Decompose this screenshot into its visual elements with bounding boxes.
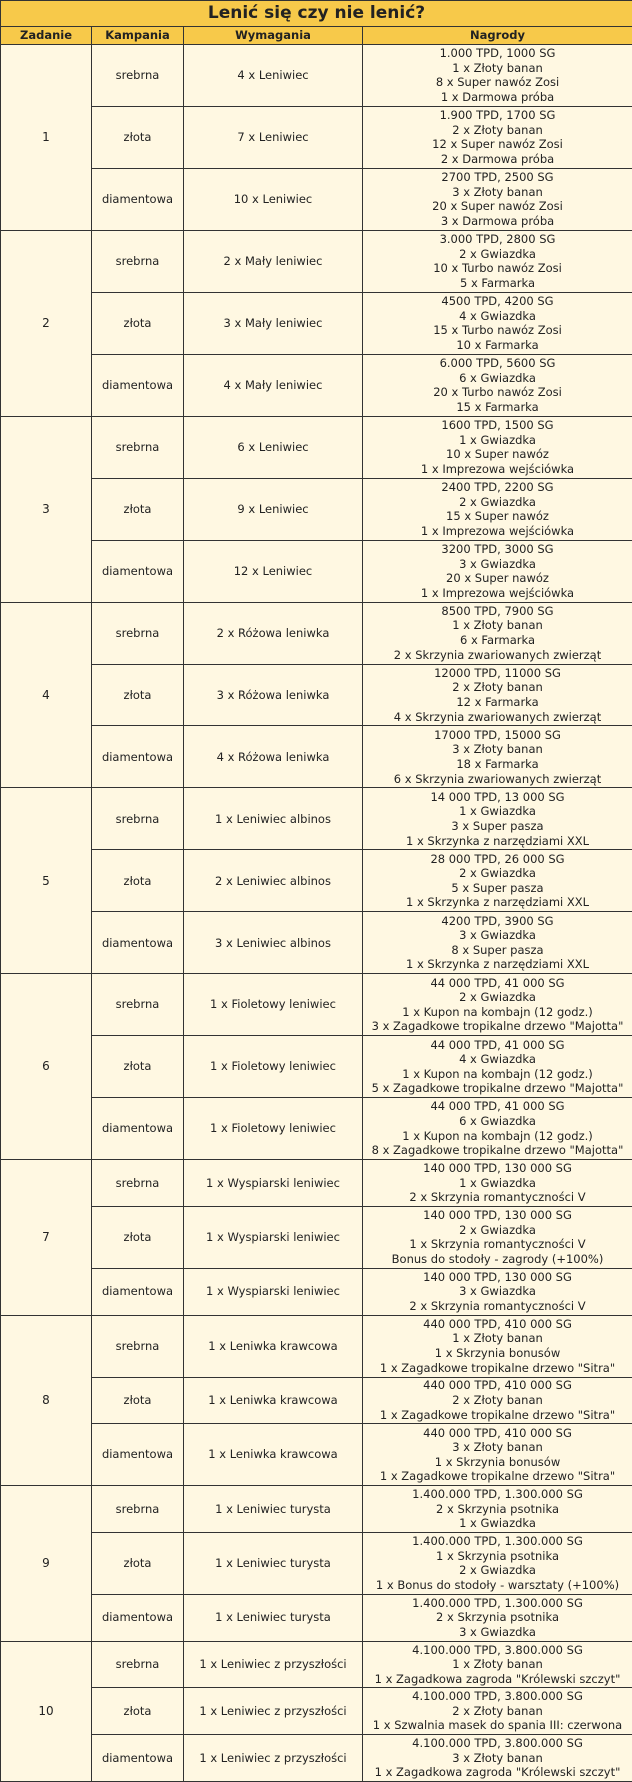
campaign-cell: diamentowa: [92, 726, 184, 788]
rewards-cell: [363, 1532, 632, 1594]
table-title: Lenić się czy nie lenić?: [1, 1, 632, 27]
reward-line: 1 x Gwiazdka: [459, 1175, 536, 1190]
rewards-cell: [363, 1377, 632, 1424]
reward-line: 8 x Zagadkowe tropikalne drzewo "Majotta": [371, 1143, 624, 1158]
reward-line: 2 x Złoty banan: [452, 1703, 543, 1718]
reward-line: 1 x Zagadkowa zagroda "Królewski szczyt": [374, 1765, 621, 1780]
task-number: 6: [1, 974, 92, 1160]
requirement-cell: 4 x Leniwiec: [184, 45, 363, 107]
campaign-cell: złota: [92, 850, 184, 912]
reward-line: 1 x Kupon na kombajn (12 godz.): [402, 1128, 593, 1143]
reward-line: 1.900 TPD, 1700 SG: [439, 108, 556, 123]
reward-line: 20 x Turbo nawóz Zosi: [433, 385, 562, 400]
rewards-cell: [363, 1160, 632, 1207]
reward-line: 140 000 TPD, 130 000 SG: [423, 1208, 572, 1223]
campaign-cell: diamentowa: [92, 1098, 184, 1160]
reward-line: 5 x Zagadkowe tropikalne drzewo "Majotta": [371, 1081, 624, 1096]
reward-line: 3 x Złoty banan: [452, 1750, 543, 1765]
rewards-cell: [363, 1206, 632, 1268]
table-row: [1, 230, 632, 292]
reward-line: 1 x Kupon na kombajn (12 godz.): [402, 1004, 593, 1019]
reward-line: 28 000 TPD, 26 000 SG: [430, 851, 565, 866]
table-row: [1, 726, 632, 788]
task-number: 3: [1, 416, 92, 602]
campaign-cell: diamentowa: [92, 1594, 184, 1641]
requirement-cell: 1 x Leniwiec turysta: [184, 1486, 363, 1533]
task-number: 4: [1, 602, 92, 788]
campaign-cell: diamentowa: [92, 912, 184, 974]
reward-line: 1 x Gwiazdka: [459, 1516, 536, 1531]
reward-line: 8 x Super nawóz Zosi: [435, 75, 560, 90]
reward-line: 3.000 TPD, 2800 SG: [439, 232, 556, 247]
reward-line: 1 x Skrzynka z narzędziami XXL: [405, 895, 590, 910]
requirement-cell: 1 x Wyspiarski leniwiec: [184, 1268, 363, 1315]
requirement-cell: 2 x Różowa leniwka: [184, 602, 363, 664]
reward-line: 6.000 TPD, 5600 SG: [439, 356, 556, 371]
campaign-cell: złota: [92, 1206, 184, 1268]
reward-line: 2 x Gwiazdka: [459, 1222, 536, 1237]
task-number: 9: [1, 1486, 92, 1641]
reward-line: 4500 TPD, 4200 SG: [441, 294, 554, 309]
reward-line: 1 x Skrzynka z narzędziami XXL: [405, 833, 590, 848]
rewards-cell: [363, 354, 632, 416]
campaign-cell: złota: [92, 1036, 184, 1098]
reward-line: 15 x Farmarka: [456, 399, 539, 414]
requirement-cell: 1 x Leniwiec z przyszłości: [184, 1641, 363, 1688]
reward-line: 1.000 TPD, 1000 SG: [439, 46, 556, 61]
requirement-cell: 1 x Leniwiec turysta: [184, 1594, 363, 1641]
reward-line: 4 x Gwiazdka: [459, 1052, 536, 1067]
requirement-cell: 3 x Różowa leniwka: [184, 664, 363, 726]
reward-line: 440 000 TPD, 410 000 SG: [423, 1425, 572, 1440]
reward-line: 12 x Super nawóz Zosi: [432, 137, 563, 152]
table-row: [1, 1532, 632, 1594]
table-row: [1, 1377, 632, 1424]
reward-line: 3 x Złoty banan: [452, 1440, 543, 1455]
header-nagrody: Nagrody: [363, 27, 632, 45]
rewards-cell: [363, 1641, 632, 1688]
reward-line: 1 x Zagadkowe tropikalne drzewo "Sitra": [379, 1469, 616, 1484]
rewards-cell: [363, 45, 632, 107]
reward-line: 2700 TPD, 2500 SG: [441, 170, 554, 185]
reward-line: 440 000 TPD, 410 000 SG: [423, 1378, 572, 1393]
reward-line: 2 x Gwiazdka: [459, 866, 536, 881]
reward-line: 20 x Super nawóz: [446, 571, 549, 586]
reward-line: 1 x Imprezowa wejściówka: [420, 585, 575, 600]
table-row: [1, 1688, 632, 1735]
requirement-cell: 1 x Wyspiarski leniwiec: [184, 1160, 363, 1207]
reward-line: 15 x Super nawóz: [446, 509, 549, 524]
reward-line: 1 x Skrzynia romantyczności V: [409, 1237, 586, 1252]
table-row: [1, 106, 632, 168]
rewards-cell: [363, 912, 632, 974]
campaign-cell: srebrna: [92, 416, 184, 478]
reward-line: 6 x Gwiazdka: [459, 370, 536, 385]
table-row: [1, 1594, 632, 1641]
table-row: [1, 1424, 632, 1486]
campaign-cell: diamentowa: [92, 1268, 184, 1315]
requirement-cell: 1 x Fioletowy leniwiec: [184, 1036, 363, 1098]
reward-line: 1 x Darmowa próba: [440, 90, 555, 105]
task-number: 1: [1, 45, 92, 231]
reward-line: 3 x Gwiazdka: [459, 1625, 536, 1639]
rewards-cell: [363, 1735, 632, 1782]
task-number: 2: [1, 230, 92, 416]
table-row: [1, 1036, 632, 1098]
task-number: 8: [1, 1315, 92, 1486]
reward-line: 5 x Farmarka: [459, 275, 536, 290]
reward-line: 2 x Gwiazdka: [459, 990, 536, 1005]
requirement-cell: 4 x Mały leniwiec: [184, 354, 363, 416]
reward-line: 3 x Gwiazdka: [459, 928, 536, 943]
rewards-cell: [363, 1424, 632, 1486]
reward-line: 1 x Złoty banan: [452, 618, 543, 633]
table-row: [1, 45, 632, 107]
table-row: [1, 1735, 632, 1782]
table-row: [1, 168, 632, 230]
table-row: [1, 912, 632, 974]
reward-line: 2 x Gwiazdka: [459, 246, 536, 261]
requirement-cell: 1 x Leniwiec albinos: [184, 788, 363, 850]
requirement-cell: 1 x Leniwiec turysta: [184, 1532, 363, 1594]
reward-line: 17000 TPD, 15000 SG: [434, 727, 561, 742]
table-row: [1, 1268, 632, 1315]
reward-line: 10 x Super nawóz: [446, 447, 549, 462]
reward-line: 6 x Skrzynia zwariowanych zwierząt: [393, 771, 602, 786]
header-wymagania: Wymagania: [184, 27, 363, 45]
rewards-cell: [363, 850, 632, 912]
rewards-cell: [363, 540, 632, 602]
header-zadanie: Zadanie: [1, 27, 92, 45]
campaign-cell: złota: [92, 664, 184, 726]
reward-line: 3 x Darmowa próba: [440, 213, 555, 228]
campaign-cell: srebrna: [92, 602, 184, 664]
task-number: 10: [1, 1641, 92, 1781]
reward-line: 3 x Gwiazdka: [459, 556, 536, 571]
reward-line: 6 x Gwiazdka: [459, 1114, 536, 1129]
campaign-cell: złota: [92, 106, 184, 168]
table-row: [1, 1098, 632, 1160]
reward-line: Bonus do stodoły - zagrody (+100%): [391, 1251, 604, 1266]
requirement-cell: 2 x Mały leniwiec: [184, 230, 363, 292]
reward-line: 2 x Darmowa próba: [440, 152, 555, 167]
campaign-cell: srebrna: [92, 1641, 184, 1688]
rewards-cell: [363, 1688, 632, 1735]
reward-line: 3 x Super pasza: [451, 818, 544, 833]
requirement-cell: 9 x Leniwiec: [184, 478, 363, 540]
reward-line: 140 000 TPD, 130 000 SG: [423, 1161, 572, 1176]
reward-line: 4.100.000 TPD, 3.800.000 SG: [412, 1736, 583, 1751]
rewards-cell: [363, 602, 632, 664]
campaign-cell: złota: [92, 292, 184, 354]
reward-line: 12000 TPD, 11000 SG: [434, 665, 561, 680]
reward-line: 1 x Skrzynka z narzędziami XXL: [405, 957, 590, 972]
requirement-cell: 2 x Leniwiec albinos: [184, 850, 363, 912]
task-number: 5: [1, 788, 92, 974]
reward-line: 1 x Zagadkowa zagroda "Królewski szczyt": [374, 1671, 621, 1686]
reward-line: 1 x Kupon na kombajn (12 godz.): [402, 1066, 593, 1081]
reward-line: 2 x Skrzynia romantyczności V: [409, 1298, 586, 1313]
rewards-cell: [363, 1098, 632, 1160]
table-row: [1, 478, 632, 540]
table-row: [1, 1160, 632, 1207]
campaign-cell: srebrna: [92, 788, 184, 850]
header-row: [1, 27, 632, 45]
rewards-cell: [363, 168, 632, 230]
reward-line: 1 x Złoty banan: [452, 1331, 543, 1346]
reward-line: 2 x Skrzynia psotnika: [436, 1610, 559, 1625]
campaign-cell: diamentowa: [92, 168, 184, 230]
requirement-cell: 1 x Fioletowy leniwiec: [184, 1098, 363, 1160]
reward-line: 1 x Skrzynia psotnika: [436, 1548, 559, 1563]
table-row: [1, 416, 632, 478]
table-row: [1, 1486, 632, 1533]
table-body: [1, 45, 632, 1782]
campaign-cell: złota: [92, 478, 184, 540]
table-row: [1, 850, 632, 912]
reward-line: 1 x Szwalnia masek do spania III: czerwona: [372, 1718, 623, 1733]
reward-line: 1 x Złoty banan: [452, 60, 543, 75]
reward-line: 4200 TPD, 3900 SG: [441, 913, 554, 928]
table-row: [1, 974, 632, 1036]
campaign-cell: srebrna: [92, 1315, 184, 1377]
reward-line: 44 000 TPD, 41 000 SG: [430, 1037, 565, 1052]
table-row: [1, 1206, 632, 1268]
rewards-cell: [363, 788, 632, 850]
reward-line: 1 x Gwiazdka: [459, 804, 536, 819]
reward-line: 44 000 TPD, 41 000 SG: [430, 1099, 565, 1114]
reward-line: 2 x Gwiazdka: [459, 494, 536, 509]
reward-line: 2 x Złoty banan: [452, 680, 543, 695]
campaign-cell: srebrna: [92, 1486, 184, 1533]
reward-line: 5 x Super pasza: [451, 880, 544, 895]
reward-line: 2 x Skrzynia psotnika: [436, 1501, 559, 1516]
campaign-cell: srebrna: [92, 1160, 184, 1207]
reward-line: 10 x Turbo nawóz Zosi: [433, 261, 562, 276]
reward-line: 1 x Skrzynia bonusów: [434, 1454, 561, 1469]
reward-line: 2 x Złoty banan: [452, 1393, 543, 1408]
requirement-cell: 1 x Leniwiec z przyszłości: [184, 1688, 363, 1735]
table-row: [1, 540, 632, 602]
reward-line: 1.400.000 TPD, 1.300.000 SG: [412, 1487, 583, 1502]
reward-line: 1600 TPD, 1500 SG: [441, 418, 554, 432]
reward-line: 14 000 TPD, 13 000 SG: [430, 789, 565, 804]
reward-line: 2 x Skrzynia zwariowanych zwierząt: [393, 647, 602, 662]
campaign-cell: diamentowa: [92, 540, 184, 602]
task-number: 7: [1, 1160, 92, 1315]
rewards-cell: [363, 1036, 632, 1098]
reward-line: 20 x Super nawóz Zosi: [432, 199, 563, 214]
reward-line: 440 000 TPD, 410 000 SG: [423, 1316, 572, 1331]
campaign-cell: diamentowa: [92, 1424, 184, 1486]
table-row: [1, 1641, 632, 1688]
reward-line: 4.100.000 TPD, 3.800.000 SG: [412, 1642, 583, 1657]
campaign-cell: srebrna: [92, 974, 184, 1036]
reward-line: 1 x Skrzynia bonusów: [434, 1346, 561, 1361]
rewards-cell: [363, 1594, 632, 1641]
rewards-cell: [363, 478, 632, 540]
reward-line: 2 x Gwiazdka: [459, 1563, 536, 1578]
header-kampania: Kampania: [92, 27, 184, 45]
campaign-cell: złota: [92, 1532, 184, 1594]
table-row: [1, 602, 632, 664]
reward-line: 2 x Skrzynia romantyczności V: [409, 1190, 586, 1205]
requirement-cell: 1 x Leniwiec z przyszłości: [184, 1735, 363, 1782]
requirement-cell: 1 x Leniwka krawcowa: [184, 1377, 363, 1424]
rewards-cell: [363, 1486, 632, 1533]
requirement-cell: 3 x Leniwiec albinos: [184, 912, 363, 974]
reward-line: 1 x Zagadkowe tropikalne drzewo "Sitra": [379, 1407, 616, 1422]
table-row: [1, 354, 632, 416]
requirement-cell: 6 x Leniwiec: [184, 416, 363, 478]
rewards-cell: [363, 726, 632, 788]
campaign-cell: złota: [92, 1377, 184, 1424]
reward-line: 3 x Gwiazdka: [459, 1284, 536, 1299]
campaign-cell: srebrna: [92, 45, 184, 107]
requirement-cell: 4 x Różowa leniwka: [184, 726, 363, 788]
reward-line: 2400 TPD, 2200 SG: [441, 479, 554, 494]
reward-line: 1 x Bonus do stodoły - warsztaty (+100%): [375, 1577, 620, 1592]
rewards-cell: [363, 416, 632, 478]
campaign-cell: diamentowa: [92, 1735, 184, 1782]
reward-line: 1 x Złoty banan: [452, 1657, 543, 1672]
rewards-cell: [363, 230, 632, 292]
reward-line: 1 x Zagadkowe tropikalne drzewo "Sitra": [379, 1360, 616, 1375]
reward-line: 4 x Gwiazdka: [459, 308, 536, 323]
requirement-cell: 1 x Leniwka krawcowa: [184, 1315, 363, 1377]
rewards-cell: [363, 1315, 632, 1377]
reward-line: 6 x Farmarka: [459, 633, 536, 648]
reward-line: 1 x Gwiazdka: [459, 432, 536, 447]
reward-line: 4.100.000 TPD, 3.800.000 SG: [412, 1689, 583, 1704]
reward-line: 8500 TPD, 7900 SG: [441, 603, 554, 618]
table-row: [1, 664, 632, 726]
reward-line: 44 000 TPD, 41 000 SG: [430, 975, 565, 990]
reward-line: 1 x Imprezowa wejściówka: [420, 523, 575, 538]
rewards-cell: [363, 974, 632, 1036]
reward-line: 12 x Farmarka: [456, 695, 539, 709]
requirement-cell: 10 x Leniwiec: [184, 168, 363, 230]
table-row: [1, 788, 632, 850]
reward-line: 8 x Super pasza: [451, 942, 544, 957]
campaign-cell: srebrna: [92, 230, 184, 292]
table-row: [1, 292, 632, 354]
reward-line: 3200 TPD, 3000 SG: [441, 541, 554, 556]
rewards-cell: [363, 1268, 632, 1315]
reward-line: 4 x Skrzynia zwariowanych zwierząt: [393, 709, 602, 724]
reward-line: 1 x Imprezowa wejściówka: [420, 461, 575, 476]
reward-line: 1.400.000 TPD, 1.300.000 SG: [412, 1595, 583, 1610]
reward-line: 15 x Turbo nawóz Zosi: [433, 323, 562, 338]
requirement-cell: 1 x Fioletowy leniwiec: [184, 974, 363, 1036]
requirement-cell: 1 x Leniwka krawcowa: [184, 1424, 363, 1486]
reward-line: 3 x Złoty banan: [452, 184, 543, 199]
reward-line: 3 x Zagadkowe tropikalne drzewo "Majotta": [371, 1019, 624, 1034]
requirement-cell: 12 x Leniwiec: [184, 540, 363, 602]
reward-line: 1.400.000 TPD, 1.300.000 SG: [412, 1534, 583, 1549]
requirement-cell: 7 x Leniwiec: [184, 106, 363, 168]
requirement-cell: 3 x Mały leniwiec: [184, 292, 363, 354]
rewards-cell: [363, 106, 632, 168]
campaign-cell: diamentowa: [92, 354, 184, 416]
reward-line: 3 x Złoty banan: [452, 742, 543, 757]
campaign-cell: złota: [92, 1688, 184, 1735]
table-row: [1, 1315, 632, 1377]
reward-line: 140 000 TPD, 130 000 SG: [423, 1269, 572, 1284]
rewards-cell: [363, 292, 632, 354]
reward-line: 10 x Farmarka: [456, 337, 539, 352]
requirement-cell: 1 x Wyspiarski leniwiec: [184, 1206, 363, 1268]
reward-line: 18 x Farmarka: [456, 756, 539, 771]
rewards-cell: [363, 664, 632, 726]
reward-line: 2 x Złoty banan: [452, 122, 543, 137]
